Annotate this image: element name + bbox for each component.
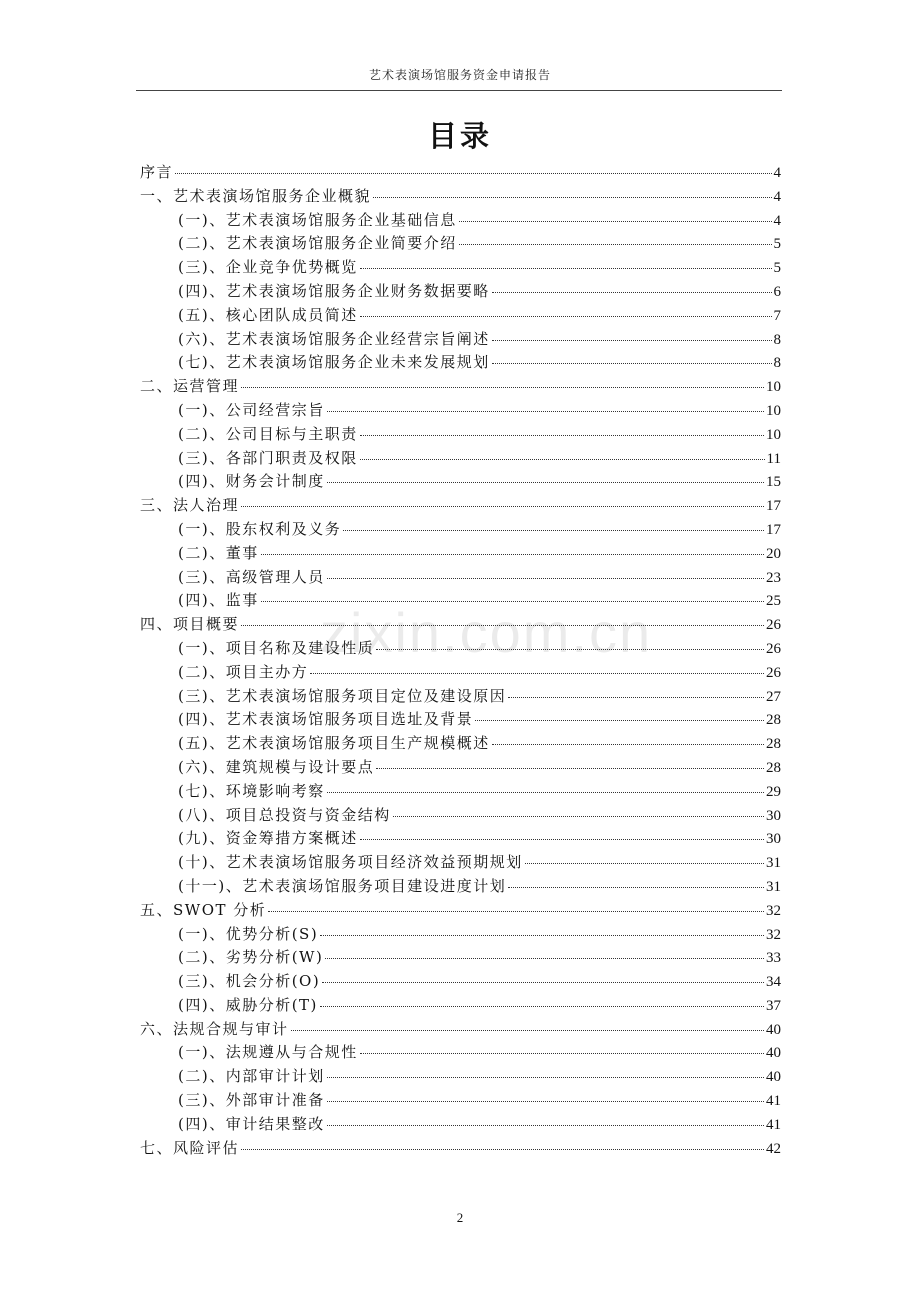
toc-entry-label: (一)、法规遵从与合规性 bbox=[178, 1043, 358, 1062]
toc-entry-label: (三)、外部审计准备 bbox=[178, 1091, 325, 1110]
running-header: 艺术表演场馆服务资金申请报告 bbox=[368, 68, 551, 82]
toc-dot-leader bbox=[393, 801, 764, 817]
toc-entry-page: 32 bbox=[766, 926, 781, 943]
toc-dot-leader bbox=[261, 539, 764, 555]
toc-dot-leader bbox=[320, 991, 764, 1007]
toc-dot-leader bbox=[327, 777, 764, 793]
toc-entry-page: 15 bbox=[766, 474, 781, 491]
toc-dot-leader bbox=[291, 1015, 764, 1031]
toc-dot-leader bbox=[360, 253, 772, 269]
toc-dot-leader bbox=[320, 920, 764, 936]
toc-dot-leader bbox=[241, 610, 764, 626]
toc-entry[interactable] bbox=[140, 1137, 781, 1161]
toc-dot-leader bbox=[508, 682, 764, 698]
toc-entry-page: 10 bbox=[766, 426, 781, 443]
toc-dot-leader bbox=[360, 444, 765, 460]
toc-dot-leader bbox=[327, 396, 764, 412]
toc-entry-label: 五、SWOT 分析 bbox=[140, 900, 267, 919]
watermark: zixin.com.cn bbox=[320, 601, 653, 664]
toc-entry-label: (四)、艺术表演场馆服务项目选址及背景 bbox=[178, 710, 474, 729]
toc-entry-label: (八)、项目总投资与资金结构 bbox=[178, 805, 391, 824]
toc-entry-label: (六)、艺术表演场馆服务企业经营宗旨阐述 bbox=[178, 329, 490, 348]
toc-entry-label: (三)、企业竞争优势概览 bbox=[178, 258, 358, 277]
toc-entry-page: 23 bbox=[766, 569, 781, 586]
toc-entry-label: 七、风险评估 bbox=[140, 1138, 240, 1157]
toc-dot-leader bbox=[241, 491, 764, 507]
toc-entry-label: (二)、内部审计计划 bbox=[178, 1067, 325, 1086]
toc-entry-page: 28 bbox=[766, 759, 781, 776]
toc-entry-page: 20 bbox=[766, 545, 781, 562]
toc-dot-leader bbox=[322, 967, 764, 983]
toc-dot-leader bbox=[327, 563, 764, 579]
toc-entry-page: 40 bbox=[766, 1021, 781, 1038]
toc-entry-label: (九)、资金筹措方案概述 bbox=[178, 829, 358, 848]
toc-dot-leader bbox=[268, 896, 764, 912]
toc-entry-label: (三)、艺术表演场馆服务项目定位及建设原因 bbox=[178, 686, 507, 705]
toc-entry-label: (七)、艺术表演场馆服务企业未来发展规划 bbox=[178, 353, 490, 372]
toc-dot-leader bbox=[376, 634, 764, 650]
toc-dot-leader bbox=[327, 1110, 764, 1126]
toc-entry-label: (三)、各部门职责及权限 bbox=[178, 448, 358, 467]
toc-entry-label: (三)、机会分析(O) bbox=[178, 972, 321, 991]
toc-entry-label: (二)、艺术表演场馆服务企业简要介绍 bbox=[178, 234, 457, 253]
toc-entry-label: (五)、艺术表演场馆服务项目生产规模概述 bbox=[178, 734, 490, 753]
toc-entry-label: (四)、监事 bbox=[178, 591, 259, 610]
toc-dot-leader bbox=[508, 872, 764, 888]
page-number: 2 bbox=[456, 1210, 464, 1225]
toc-entry-label: (十)、艺术表演场馆服务项目经济效益预期规划 bbox=[178, 853, 523, 872]
toc-dot-leader bbox=[241, 1134, 764, 1150]
toc-entry-label: (六)、建筑规模与设计要点 bbox=[178, 757, 375, 776]
toc-dot-leader bbox=[376, 753, 764, 769]
toc-dot-leader bbox=[325, 943, 764, 959]
toc-dot-leader bbox=[360, 1038, 764, 1054]
table-of-contents bbox=[140, 161, 781, 1160]
toc-entry-page: 26 bbox=[766, 640, 781, 657]
toc-entry-page: 40 bbox=[766, 1069, 781, 1086]
toc-entry-page: 41 bbox=[766, 1116, 781, 1133]
toc-entry-page: 5 bbox=[773, 260, 781, 277]
toc-entry-label: (一)、项目名称及建设性质 bbox=[178, 638, 375, 657]
toc-entry-page: 42 bbox=[766, 1140, 781, 1157]
toc-dot-leader bbox=[343, 515, 764, 531]
toc-entry-label: (四)、艺术表演场馆服务企业财务数据要略 bbox=[178, 281, 490, 300]
toc-entry-page: 17 bbox=[766, 521, 781, 538]
toc-entry-label: (一)、优势分析(S) bbox=[178, 924, 319, 943]
toc-dot-leader bbox=[525, 848, 764, 864]
toc-entry-label: (二)、项目主办方 bbox=[178, 662, 309, 681]
toc-entry-page: 30 bbox=[766, 807, 781, 824]
toc-entry-label: (十一)、艺术表演场馆服务项目建设进度计划 bbox=[178, 876, 507, 895]
toc-entry-page: 27 bbox=[766, 688, 781, 705]
toc-entry-page: 4 bbox=[773, 188, 781, 205]
toc-dot-leader bbox=[327, 1086, 764, 1102]
toc-entry-page: 11 bbox=[766, 450, 781, 467]
toc-entry-label: (三)、高级管理人员 bbox=[178, 567, 325, 586]
toc-entry-label: (二)、公司目标与主职责 bbox=[178, 424, 358, 443]
toc-dot-leader bbox=[373, 182, 771, 198]
toc-entry-page: 40 bbox=[766, 1045, 781, 1062]
toc-entry-page: 31 bbox=[766, 878, 781, 895]
toc-dot-leader bbox=[360, 824, 764, 840]
toc-entry-page: 4 bbox=[773, 212, 781, 229]
toc-entry-label: 二、运营管理 bbox=[140, 377, 240, 396]
toc-dot-leader bbox=[360, 420, 764, 436]
toc-entry-label: 四、项目概要 bbox=[140, 615, 240, 634]
toc-entry-label: (四)、威胁分析(T) bbox=[178, 995, 318, 1014]
toc-dot-leader bbox=[327, 467, 764, 483]
toc-entry-page: 32 bbox=[766, 902, 781, 919]
toc-entry-label: (五)、核心团队成员简述 bbox=[178, 305, 358, 324]
toc-entry-page: 41 bbox=[766, 1093, 781, 1110]
toc-entry-label: 三、法人治理 bbox=[140, 496, 240, 515]
toc-dot-leader bbox=[459, 229, 772, 245]
toc-dot-leader bbox=[492, 277, 772, 293]
toc-entry-page: 7 bbox=[773, 307, 781, 324]
toc-entry-page: 30 bbox=[766, 831, 781, 848]
toc-entry-label: 六、法规合规与审计 bbox=[140, 1019, 289, 1038]
toc-entry-page: 28 bbox=[766, 736, 781, 753]
toc-entry-page: 34 bbox=[766, 974, 781, 991]
toc-entry-label: (四)、审计结果整改 bbox=[178, 1114, 325, 1133]
toc-dot-leader bbox=[475, 705, 764, 721]
toc-entry-page: 8 bbox=[773, 355, 781, 372]
toc-entry-label: (四)、财务会计制度 bbox=[178, 472, 325, 491]
toc-entry-page: 29 bbox=[766, 783, 781, 800]
toc-entry-page: 10 bbox=[766, 402, 781, 419]
toc-entry-page: 26 bbox=[766, 664, 781, 681]
toc-dot-leader bbox=[310, 658, 764, 674]
toc-dot-leader bbox=[241, 372, 764, 388]
toc-entry-page: 8 bbox=[773, 331, 781, 348]
toc-entry-page: 37 bbox=[766, 997, 781, 1014]
toc-entry-page: 28 bbox=[766, 712, 781, 729]
toc-entry-label: (一)、艺术表演场馆服务企业基础信息 bbox=[178, 210, 457, 229]
toc-dot-leader bbox=[492, 348, 772, 364]
toc-entry-label: (一)、公司经营宗旨 bbox=[178, 400, 325, 419]
toc-entry-page: 33 bbox=[766, 950, 781, 967]
toc-dot-leader bbox=[175, 158, 771, 174]
toc-entry-label: (二)、董事 bbox=[178, 543, 259, 562]
toc-entry-page: 31 bbox=[766, 855, 781, 872]
toc-entry-page: 17 bbox=[766, 498, 781, 515]
toc-entry-label: (七)、环境影响考察 bbox=[178, 781, 325, 800]
toc-dot-leader bbox=[261, 586, 764, 602]
header-rule bbox=[136, 90, 782, 91]
toc-entry-page: 5 bbox=[773, 236, 781, 253]
toc-dot-leader bbox=[492, 325, 772, 341]
toc-entry-label: (二)、劣势分析(W) bbox=[178, 948, 324, 967]
toc-entry-label: 一、艺术表演场馆服务企业概貌 bbox=[140, 186, 372, 205]
toc-dot-leader bbox=[360, 301, 772, 317]
toc-dot-leader bbox=[459, 206, 772, 222]
toc-entry-label: 序言 bbox=[140, 163, 174, 181]
toc-entry-page: 10 bbox=[766, 379, 781, 396]
toc-entry-page: 25 bbox=[766, 593, 781, 610]
toc-dot-leader bbox=[492, 729, 764, 745]
toc-entry-page: 26 bbox=[766, 617, 781, 634]
toc-dot-leader bbox=[327, 1062, 764, 1078]
toc-entry-page: 6 bbox=[773, 283, 781, 300]
toc-entry-page: 4 bbox=[773, 165, 781, 181]
toc-title: 目录 bbox=[427, 119, 492, 153]
toc-entry-label: (一)、股东权利及义务 bbox=[178, 519, 342, 538]
